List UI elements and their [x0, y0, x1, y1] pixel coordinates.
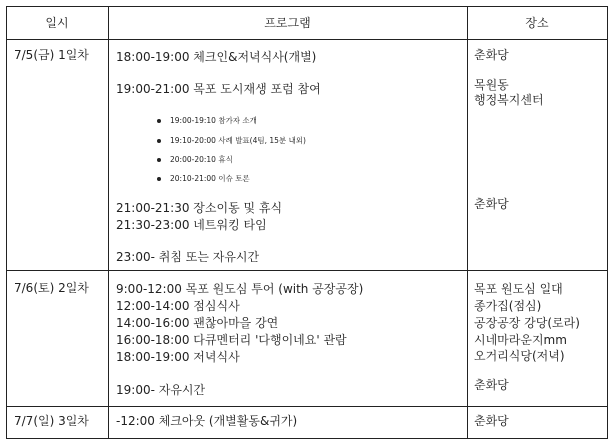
day1-item-3: 21:00-21:30 장소이동 및 휴식	[116, 201, 283, 215]
day2-item-3: 14:00-16:00 괜찮아마을 강연	[116, 316, 279, 330]
row-divider-1	[6, 270, 608, 271]
day2-item-6: 19:00- 자유시간	[116, 383, 206, 397]
day1-date: 7/5(금) 1일차	[14, 48, 89, 62]
day2-item-2: 12:00-14:00 점심식사	[116, 299, 240, 313]
day1-sub-3: 20:00-20:10 휴식	[170, 155, 233, 164]
table-border-left	[6, 6, 7, 439]
day1-place-3: 행정복지센터	[474, 93, 544, 107]
bullet-icon	[157, 158, 161, 162]
table-border-bottom	[6, 438, 608, 439]
day2-place-6: 춘화당	[474, 378, 509, 392]
day2-place-1: 목포 원도심 일대	[474, 282, 563, 296]
day1-item-2: 19:00-21:00 목포 도시재생 포럼 참여	[116, 82, 321, 96]
bullet-icon	[157, 119, 161, 123]
day1-place-1: 춘화당	[474, 48, 509, 62]
day1-item-4: 21:30-23:00 네트워킹 타임	[116, 218, 267, 232]
bullet-icon	[157, 139, 161, 143]
day1-place-4: 춘화당	[474, 197, 509, 211]
table-divider-2	[467, 6, 468, 439]
bullet-icon	[157, 177, 161, 181]
day1-item-5: 23:00- 취침 또는 자유시간	[116, 250, 260, 264]
day2-place-4: 시네마라운지mm	[474, 333, 567, 347]
day2-place-2: 종가집(점심)	[474, 299, 542, 313]
day2-date: 7/6(토) 2일차	[14, 281, 89, 295]
table-border-right	[607, 6, 608, 439]
day1-item-1: 18:00-19:00 체크인&저녁식사(개별)	[116, 50, 317, 64]
day2-place-5: 오거리식당(저녁)	[474, 349, 565, 363]
table-divider-1	[108, 6, 109, 439]
day2-item-5: 18:00-19:00 저녁식사	[116, 350, 240, 364]
day1-place-2: 목원동	[474, 78, 509, 92]
day1-sub-2: 19:10-20:00 사례 발표(4팀, 15분 내외)	[170, 136, 306, 145]
day2-item-1: 9:00-12:00 목포 원도심 투어 (with 공장공장)	[116, 282, 364, 296]
header-place: 장소	[525, 16, 549, 30]
day3-item-1: -12:00 체크아웃 (개별활동&귀가)	[116, 414, 298, 428]
day1-sub-1: 19:00-19:10 참가자 소개	[170, 116, 257, 125]
table-border-top	[6, 6, 608, 7]
day1-sub-4: 20:10-21:00 이슈 토론	[170, 174, 250, 183]
day3-place-1: 춘화당	[474, 414, 509, 428]
header-program: 프로그램	[264, 16, 311, 30]
day2-place-3: 공장공장 강당(로라)	[474, 316, 580, 330]
day3-date: 7/7(일) 3일차	[14, 414, 89, 428]
header-date: 일시	[45, 16, 69, 30]
row-divider-2	[6, 406, 608, 407]
day2-item-4: 16:00-18:00 다큐멘터리 '다행이네요' 관람	[116, 333, 347, 347]
header-divider	[6, 39, 608, 40]
